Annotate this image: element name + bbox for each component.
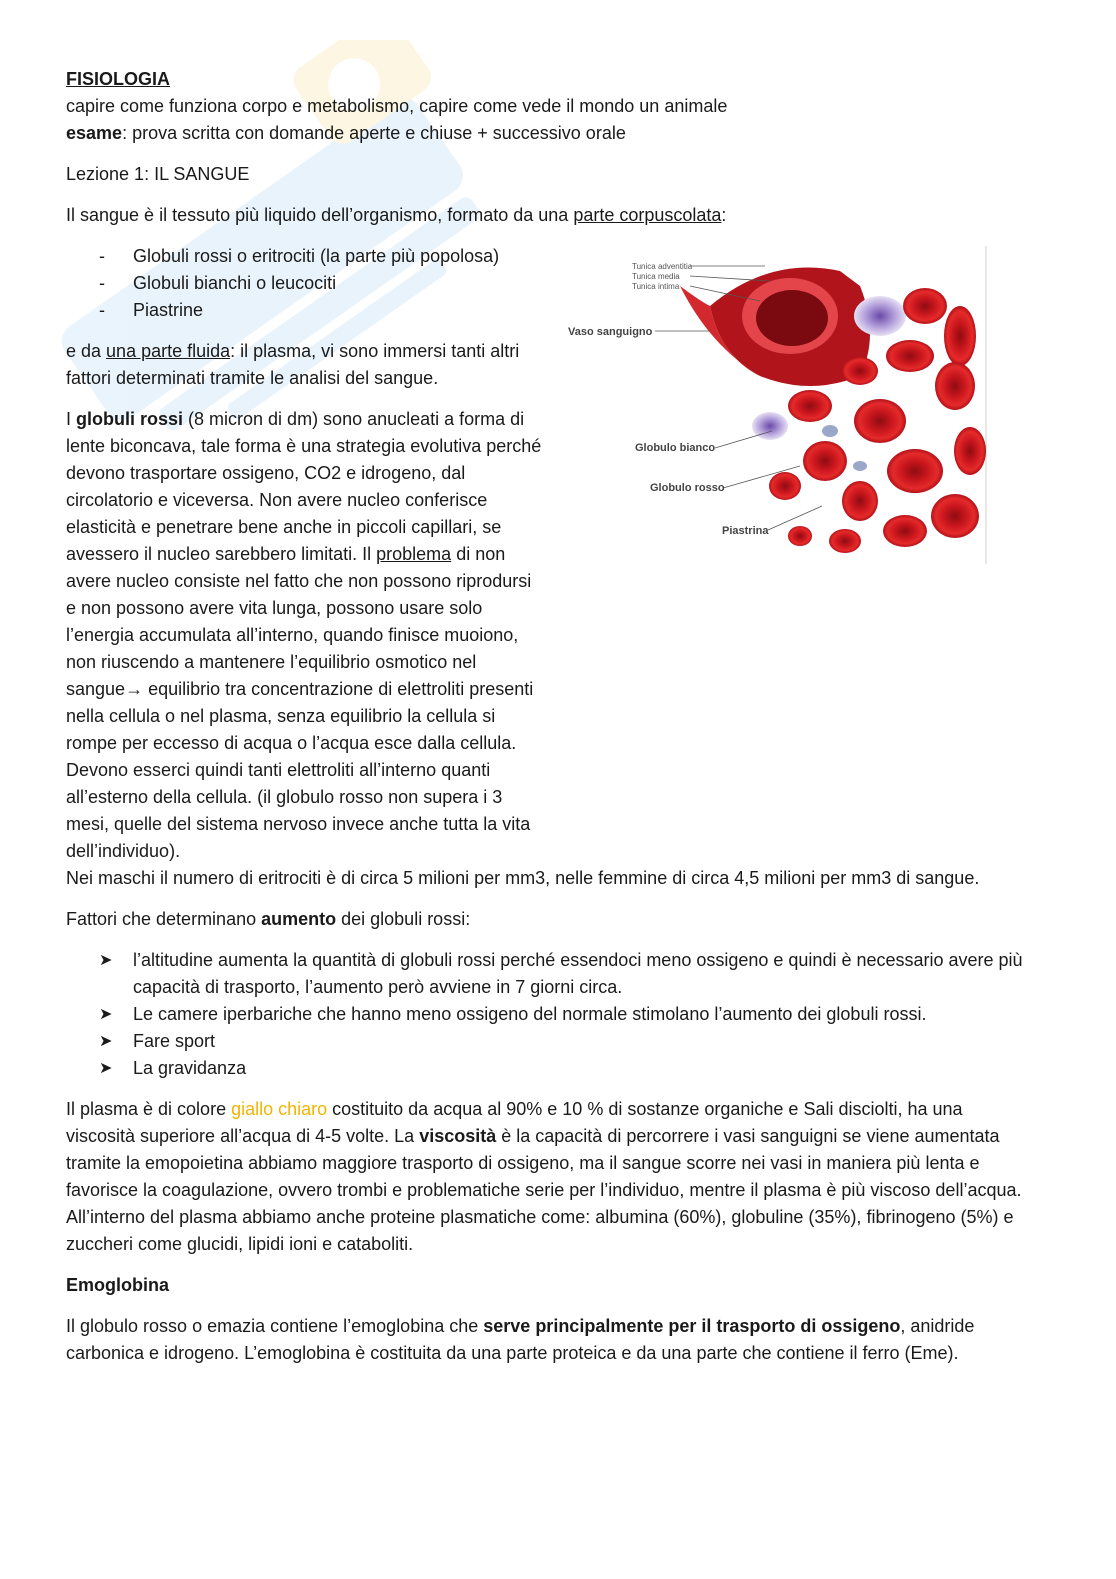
paragraph-hemoglobin: [66, 1313, 1026, 1367]
paragraph-plasma: [66, 1096, 1026, 1258]
hemo-heading: Emoglobina: [66, 1275, 169, 1295]
arrow-bullet-icon: ➤: [99, 952, 113, 969]
page-title: FISIOLOGIA: [66, 69, 171, 89]
p2-text: e da: [66, 341, 107, 361]
label-globulo-bianco: Globulo bianco: [635, 442, 716, 454]
blood-vessel-illustration: [560, 246, 990, 564]
p1-text: Il sangue è il tessuto più liquido dell’organismo, formato da una: [66, 205, 574, 225]
paragraph-fluid: [66, 338, 546, 392]
list-item-text: Piastrine: [133, 300, 204, 320]
plasma-color-text: giallo chiaro: [231, 1099, 328, 1119]
list-item-text: Fare sport: [133, 1031, 216, 1051]
list-item-text: l’altitudine aumenta la quantità di globuli rossi perché essendoci meno ossigeno e quindi è necessario avere più capacità di trasporto, l’aumento però avviene in 7 giorni circa.: [133, 950, 1023, 997]
label-vaso-sanguigno: Vaso sanguigno: [568, 326, 653, 338]
dash-bullet: -: [99, 273, 105, 293]
arrow-bullet-icon: ➤: [99, 1033, 113, 1050]
label-tunica-intima: Tunica intima: [632, 282, 680, 291]
list-item: [66, 1028, 1026, 1055]
p2-rest: : il plasma, vi sono immersi tanti altri fattori determinati tramite le analisi del sangue.: [66, 341, 520, 388]
list-item-text: La gravidanza: [133, 1058, 247, 1078]
label-tunica-media: Tunica media: [632, 272, 680, 281]
factors-text: Fattori che determinano: [66, 909, 262, 929]
arrow-bullet-icon: ➤: [99, 1006, 113, 1023]
list-item: [66, 1001, 1026, 1028]
list-item-text: Globuli bianchi o leucociti: [133, 273, 337, 293]
list-item: [66, 947, 1026, 1001]
list-item-text: Globuli rossi o eritrociti (la parte più popolosa): [133, 246, 500, 266]
dash-bullet: -: [99, 300, 105, 320]
label-globulo-rosso: Globulo rosso: [650, 482, 725, 494]
p2-underlined: una parte fluida: [106, 341, 231, 361]
p1-colon: :: [721, 205, 727, 225]
factors-bold: aumento: [261, 909, 337, 929]
p3-bold: globuli rossi: [76, 409, 184, 429]
hemo-bold: serve principalmente per il trasporto di ossigeno: [483, 1316, 901, 1336]
section-heading-emoglobina: [66, 1272, 1026, 1299]
list-item-text: Le camere iperbariche che hanno meno ossigeno del normale stimolano l’aumento dei globuli rossi.: [133, 1004, 927, 1024]
p3-text3: equilibrio tra concentrazione di elettroliti presenti nella cellula o nel plasma, senza equilibrio la cellula si rompe per eccesso di acqua o l’acqua esce dalla cellula. Devono esserci quindi tanti elettroliti all’interno quanti all’esterno della cellula. (il globulo rosso non supera i 3 mesi, quelle del sistema nervoso invece anche tutta la vita dell’individuo).: [66, 679, 534, 861]
intro-line: capire come funziona corpo e metabolismo, capire come vede il mondo un animale: [66, 96, 728, 116]
exam-label: esame: [66, 123, 123, 143]
dash-bullet: -: [99, 246, 105, 266]
hemo-t1: Il globulo rosso o emazia contiene l’emoglobina che: [66, 1316, 484, 1336]
factors-heading: [66, 906, 1026, 933]
p1-underlined: parte corpuscolata: [573, 205, 722, 225]
plasma-t2: costituito da acqua al 90% e 10 % di sostanze organiche e Sali disciolti, ha una viscosità superiore all’acqua di 4-5 volte. La: [66, 1099, 963, 1146]
factors-list: [66, 947, 1026, 1082]
plasma-t1: Il plasma è di colore: [66, 1099, 232, 1119]
hemo-t2: , anidride carbonica e idrogeno. L’emoglobina è costituita da una parte proteica e da una parte che contiene il ferro (Eme).: [66, 1316, 975, 1363]
label-tunica-adventitia: Tunica adventitia: [632, 262, 693, 271]
exam-text: : prova scritta con domande aperte e chiuse + successivo orale: [122, 123, 626, 143]
paragraph-blood: [66, 202, 1026, 229]
list-item: [66, 1055, 1026, 1082]
factors-after: dei globuli rossi:: [336, 909, 471, 929]
plasma-t3: è la capacità di percorrere i vasi sanguigni se viene aumentata tramite la emopoietina abbiamo maggiore trasporto di ossigeno, ma il sangue scorre nei vasi in maniera più lenta e favorisce la coagulazione, ovvero trombi e problematiche serie per l’individuo, mentre il plasma è più viscoso dell’acqua. All’interno del plasma abbiamo anche proteine plasmatiche come: albumina (60%), globuline (35%), fibrinogeno (5%) e zuccheri come glucidi, lipidi ioni e cataboliti.: [66, 1126, 1022, 1254]
exam-line: [66, 120, 1026, 147]
arrow-bullet-icon: ➤: [99, 1060, 113, 1077]
arrow-icon: →: [125, 679, 144, 699]
p3-text1: (8 micron di dm) sono anucleati a forma di lente biconcava, tale forma è una strategia evolutiva perché devono trasportare ossigeno, CO2 e idrogeno, dal circolatorio e viceversa. Non avere nucleo conferisce elasticità e penetrare bene anche in piccoli capillari, se avessero il nucleo sarebbero limitati. Il: [66, 409, 542, 564]
p3-text2: di non avere nucleo consiste nel fatto che non possono riprodursi e non possono avere vita lunga, possono usare solo l’energia accumulata all’interno, quando finisce muoiono, non riuscendo a mantenere l’equilibrio osmotico nel sangue: [66, 544, 532, 699]
plasma-bold: viscosità: [419, 1126, 497, 1146]
lesson-title: Lezione 1: IL SANGUE: [66, 164, 250, 184]
p3-underlined: problema: [376, 544, 452, 564]
label-piastrina: Piastrina: [722, 525, 769, 537]
paragraph-counts: Nei maschi il numero di eritrociti è di circa 5 milioni per mm3, nelle femmine di circa 4,5 milioni per mm3 di sangue.: [66, 868, 980, 888]
p3-pre: I: [66, 409, 77, 429]
